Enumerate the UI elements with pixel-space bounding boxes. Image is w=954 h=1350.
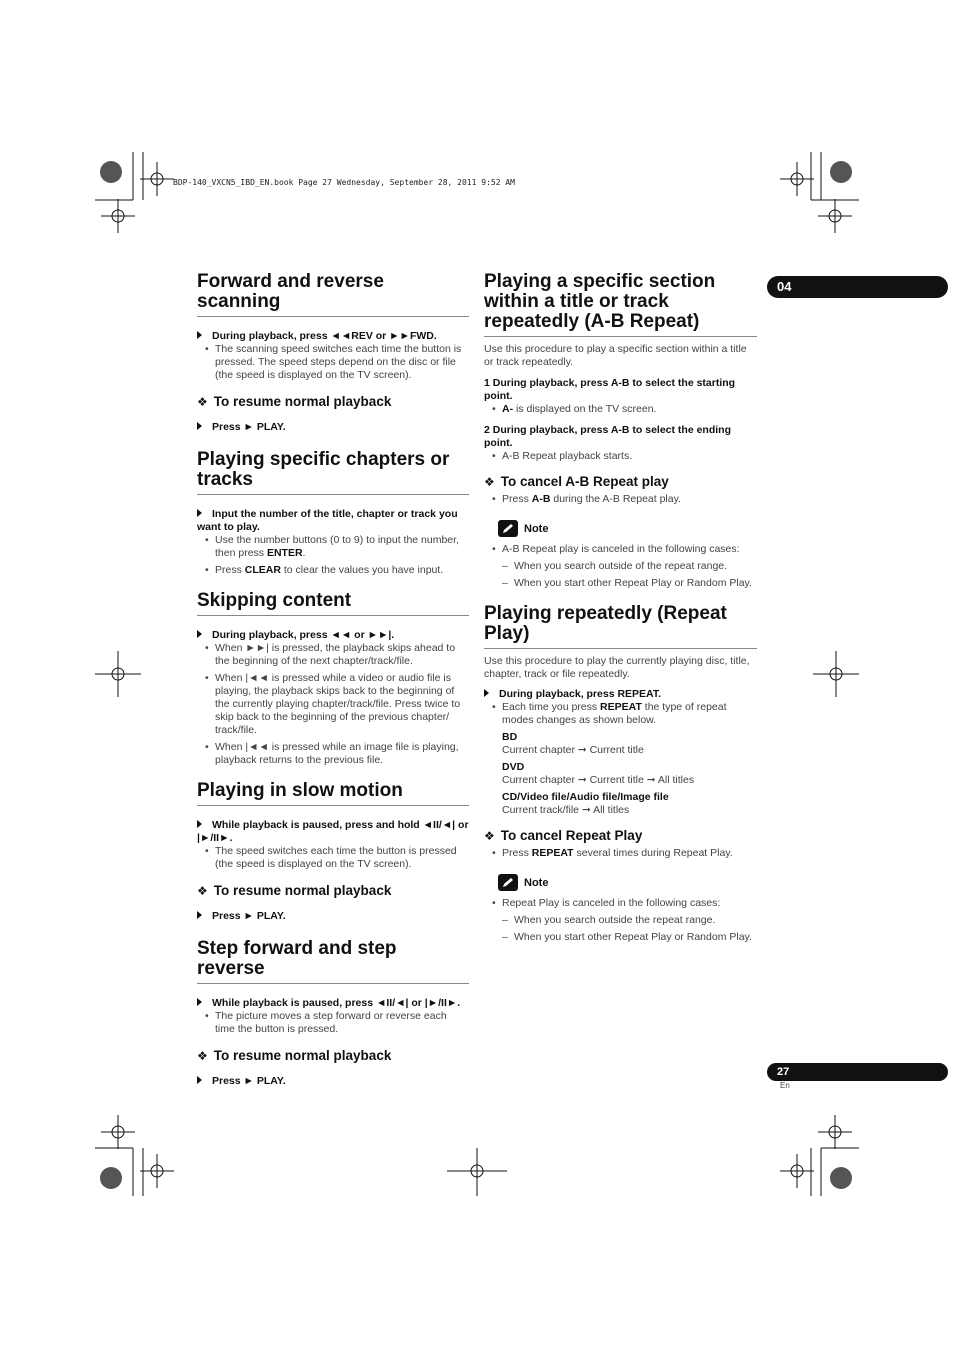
step-text: Press ► PLAY. bbox=[212, 910, 286, 922]
key-label: REPEAT bbox=[531, 847, 574, 859]
intro-paragraph: Use this procedure to play a specific section within a title or track repeatedly. bbox=[484, 343, 747, 368]
bullet-text: Press bbox=[215, 564, 245, 576]
section-title: Forward and reverse scanning bbox=[197, 272, 469, 317]
step-text: During playback, press ◄◄REV or ►►FWD. bbox=[212, 330, 437, 342]
bullet-item: • A-B Repeat playback starts. bbox=[484, 450, 757, 463]
dash-item: – When you start other Repeat Play or Random Play. bbox=[484, 931, 757, 944]
note-label: Note bbox=[524, 876, 549, 889]
note-pencil-icon bbox=[498, 520, 518, 537]
left-column bbox=[197, 272, 469, 1088]
step-arrow-icon bbox=[197, 331, 202, 339]
bullet-item: • When |◄◄ is pressed while a video or audio file is playing, the playback skips back to the beginning of the currently playing chapter/track/file. Press twice to skip back to the beginning of the previous chapter/ track/file. bbox=[197, 672, 469, 737]
page-number: 27 bbox=[767, 1063, 948, 1081]
note-heading bbox=[484, 520, 757, 537]
subheading bbox=[484, 828, 757, 844]
dash-item: – When you start other Repeat Play or Random Play. bbox=[484, 577, 757, 590]
bullet-item bbox=[197, 534, 469, 560]
instruction-step bbox=[197, 629, 469, 642]
section-title: Step forward and step reverse bbox=[197, 939, 469, 984]
bullet-text: . bbox=[302, 547, 306, 559]
instruction-step bbox=[197, 330, 469, 343]
bullet-item bbox=[484, 847, 757, 860]
step-text: While playback is paused, press and hold ◄II/◄| or |►/II►. bbox=[197, 819, 469, 844]
step-text: Press ► PLAY. bbox=[212, 1075, 286, 1087]
bullet-text: Press bbox=[502, 493, 532, 505]
diamond-icon: ❖ bbox=[197, 1049, 208, 1063]
section-title: Playing in slow motion bbox=[197, 781, 469, 806]
instruction-step bbox=[197, 508, 469, 534]
section-title: Playing specific chapters or tracks bbox=[197, 450, 469, 495]
instruction-step bbox=[197, 819, 469, 845]
diamond-icon: ❖ bbox=[197, 395, 208, 409]
bullet-item bbox=[197, 564, 469, 577]
subheading-text: To resume normal playback bbox=[213, 1048, 392, 1063]
bullet-item: • Repeat Play is canceled in the following cases: bbox=[484, 897, 757, 910]
instruction-step bbox=[197, 997, 469, 1010]
subheading bbox=[197, 1048, 469, 1064]
bullet-item: • When ►►| is pressed, the playback skips ahead to the beginning of the next chapter/track/file. bbox=[197, 642, 469, 668]
key-label: CLEAR bbox=[244, 564, 281, 576]
chapter-tab: 04 bbox=[767, 276, 948, 298]
bullet-text: Use the number buttons (0 to 9) to input the number, then press bbox=[215, 534, 459, 559]
subheading-text: To resume normal playback bbox=[213, 394, 392, 409]
note-pencil-icon bbox=[498, 874, 518, 891]
step-arrow-icon bbox=[197, 422, 202, 430]
key-label: ENTER bbox=[266, 547, 303, 559]
bullet-item bbox=[484, 403, 757, 416]
instruction-step bbox=[197, 910, 469, 923]
intro-paragraph: Use this procedure to play the currently playing disc, title, chapter, track or file repeatedly. bbox=[484, 655, 750, 680]
print-header-line: BDP-140_VXCN5_IBD_EN.book Page 27 Wednesday, September 28, 2011 9:52 AM bbox=[173, 178, 515, 187]
key-label: A-B bbox=[531, 493, 551, 505]
bullet-item: • When |◄◄ is pressed while an image file is playing, playback returns to the previous file. bbox=[197, 741, 469, 767]
diamond-icon: ❖ bbox=[484, 475, 495, 489]
step-arrow-icon bbox=[484, 689, 489, 697]
bullet-text: Each time you press bbox=[502, 701, 601, 713]
step-arrow-icon bbox=[197, 820, 202, 828]
section-title: Playing a specific section within a title or track repeatedly (A-B Repeat) bbox=[484, 272, 757, 337]
bullet-item: • The speed switches each time the button is pressed (the speed is displayed on the TV screen). bbox=[197, 845, 469, 871]
instruction-step bbox=[484, 688, 757, 701]
step-text: While playback is paused, press ◄II/◄| or |►/II►. bbox=[212, 997, 461, 1009]
language-label: En bbox=[780, 1081, 790, 1090]
step-arrow-icon bbox=[197, 911, 202, 919]
subheading-text: To cancel Repeat Play bbox=[500, 828, 643, 843]
right-column bbox=[484, 272, 757, 944]
diamond-icon: ❖ bbox=[484, 829, 495, 843]
instruction-step bbox=[197, 421, 469, 434]
subheading bbox=[197, 394, 469, 410]
bullet-item bbox=[484, 493, 757, 506]
mode-sequence: Current chapter ➞ Current title bbox=[502, 744, 644, 756]
step-arrow-icon bbox=[197, 1076, 202, 1084]
subheading-text: To cancel A-B Repeat play bbox=[500, 474, 669, 489]
step-arrow-icon bbox=[197, 630, 202, 638]
step-text: Press ► PLAY. bbox=[212, 421, 286, 433]
key-label: A- bbox=[502, 403, 514, 415]
dash-item: – When you search outside of the repeat range. bbox=[484, 560, 757, 573]
instruction-step bbox=[197, 1075, 469, 1088]
bullet-item: • The picture moves a step forward or reverse each time the button is pressed. bbox=[197, 1010, 469, 1036]
bullet-text: to clear the values you have input. bbox=[280, 564, 444, 576]
bullet-text: is displayed on the TV screen. bbox=[513, 403, 657, 415]
note-heading bbox=[484, 874, 757, 891]
bullet-text: Press bbox=[502, 847, 532, 859]
bullet-text: during the A-B Repeat play. bbox=[550, 493, 681, 505]
mode-sequence: Current chapter ➞ Current title ➞ All titles bbox=[502, 774, 695, 786]
step-text: During playback, press ◄◄ or ►►|. bbox=[212, 629, 395, 641]
step-text: During playback, press REPEAT. bbox=[499, 688, 662, 700]
bullet-text: several times during Repeat Play. bbox=[573, 847, 733, 859]
section-title: Skipping content bbox=[197, 591, 469, 616]
key-label: REPEAT bbox=[600, 701, 642, 713]
note-label: Note bbox=[524, 522, 549, 535]
subheading bbox=[484, 474, 757, 490]
step-arrow-icon bbox=[197, 509, 202, 517]
mode-sequence: Current track/file ➞ All titles bbox=[502, 804, 630, 816]
mode-label: BD bbox=[502, 731, 518, 743]
dash-item: – When you search outside the repeat range. bbox=[484, 914, 757, 927]
step-text: Input the number of the title, chapter or track you want to play. bbox=[197, 508, 458, 533]
bullet-text: the type of repeat modes changes as shown below. bbox=[502, 701, 727, 726]
numbered-step: 2 During playback, press A-B to select the ending point. bbox=[484, 424, 732, 449]
numbered-step: 1 During playback, press A-B to select the starting point. bbox=[484, 377, 736, 402]
bullet-item: • A-B Repeat play is canceled in the following cases: bbox=[484, 543, 757, 556]
mode-label: CD/Video file/Audio file/Image file bbox=[502, 791, 669, 803]
section-title: Playing repeatedly (Repeat Play) bbox=[484, 604, 757, 649]
bullet-item bbox=[484, 701, 757, 727]
subheading-text: To resume normal playback bbox=[213, 883, 392, 898]
step-arrow-icon bbox=[197, 998, 202, 1006]
diamond-icon: ❖ bbox=[197, 884, 208, 898]
mode-label: DVD bbox=[502, 761, 525, 773]
bullet-item: • The scanning speed switches each time the button is pressed. The speed steps depend on the disc or file (the speed is displayed on the TV screen). bbox=[197, 343, 469, 382]
subheading bbox=[197, 883, 469, 899]
